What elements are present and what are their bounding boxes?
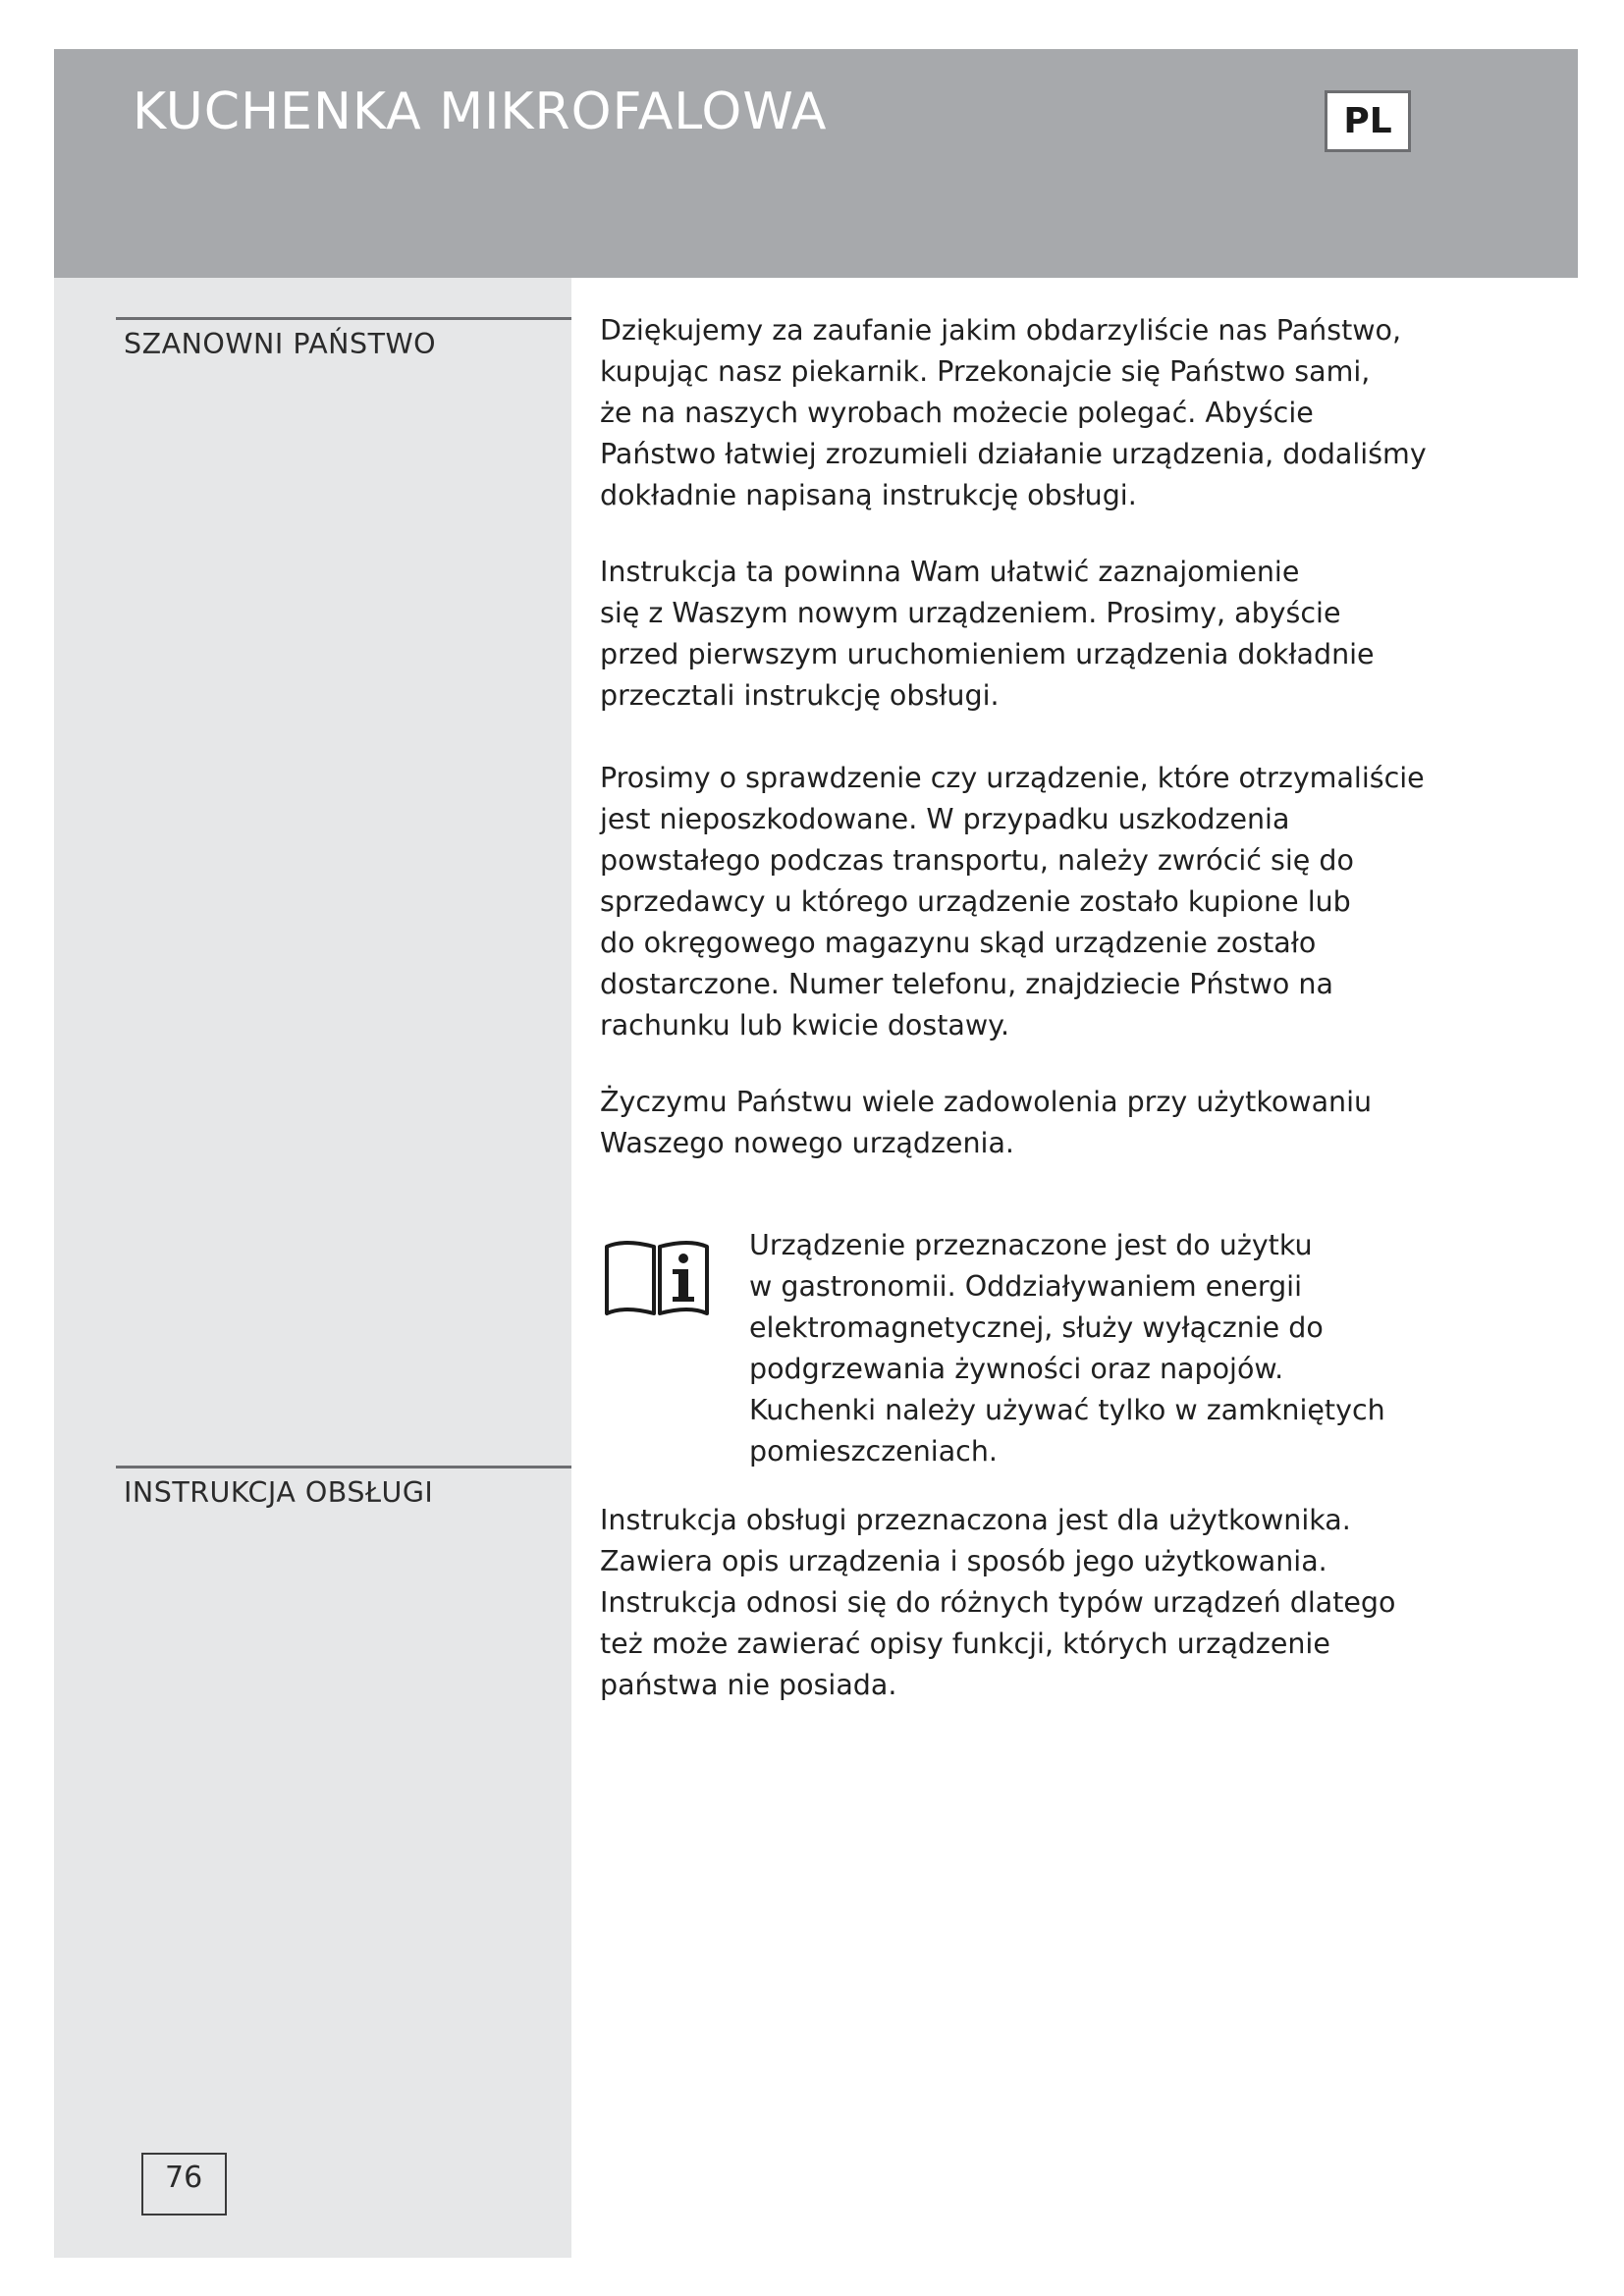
page-number: 76	[141, 2153, 227, 2216]
section-heading-manual: INSTRUKCJA OBSŁUGI	[116, 1466, 571, 1509]
document-title: KUCHENKA MIKROFALOWA	[133, 82, 828, 141]
section-heading-greeting: SZANOWNI PAŃSTWO	[116, 317, 571, 360]
sidebar	[54, 278, 571, 2258]
language-badge: PL	[1325, 90, 1411, 152]
paragraph-inspection: Prosimy o sprawdzenie czy urządzenie, które otrzymaliście jest nieposzkodowane. W przypadku uszkodzenia powstałego podczas transportu, należy zwrócić się do sprzedawcy u którego urządzenie zostało kupione lub do okręgowego magazynu skąd urządzenie zostało dostarczone. Numer telefonu, znajdziecie Pństwo na rachunku lub kwicie dostawy.	[600, 762, 1425, 1041]
info-book-icon	[603, 1237, 711, 1317]
paragraph-wishes: Życzymu Państwu wiele zadowolenia przy użytkowaniu Waszego nowego urządzenia.	[600, 1086, 1373, 1159]
paragraph-thanks: Dziękujemy za zaufanie jakim obdarzyliście nas Państwo, kupując nasz piekarnik. Przekonajcie się Państwo sami, że na naszych wyrobach możecie polegać. Abyście Państwo łatwiej zrozumieli działanie urządzenia, dodaliśmy dokładnie napisaną instrukcję obsługi.	[600, 314, 1427, 511]
note-text: Urządzenie przeznaczone jest do użytku w gastronomii. Oddziaływaniem energii elektromagnetycznej, służy wyłącznie do podgrzewania żywności oraz napojów. Kuchenki należy używać tylko w zamkniętych pomieszczeniach.	[749, 1229, 1385, 1468]
paragraph-familiarize: Instrukcja ta powinna Wam ułatwić zaznajomienie się z Waszym nowym urządzeniem. Prosimy, abyście przed pierwszym uruchomieniem urządzenia dokładnie przecztali instrukcję obsługi.	[600, 556, 1375, 712]
paragraph-manual: Instrukcja obsługi przeznaczona jest dla użytkownika. Zawiera opis urządzenia i sposób jego użytkowania. Instrukcja odnosi się do różnych typów urządzeń dlatego też może zawierać opisy funkcji, których urządzenie państwa nie posiada.	[600, 1504, 1396, 1701]
